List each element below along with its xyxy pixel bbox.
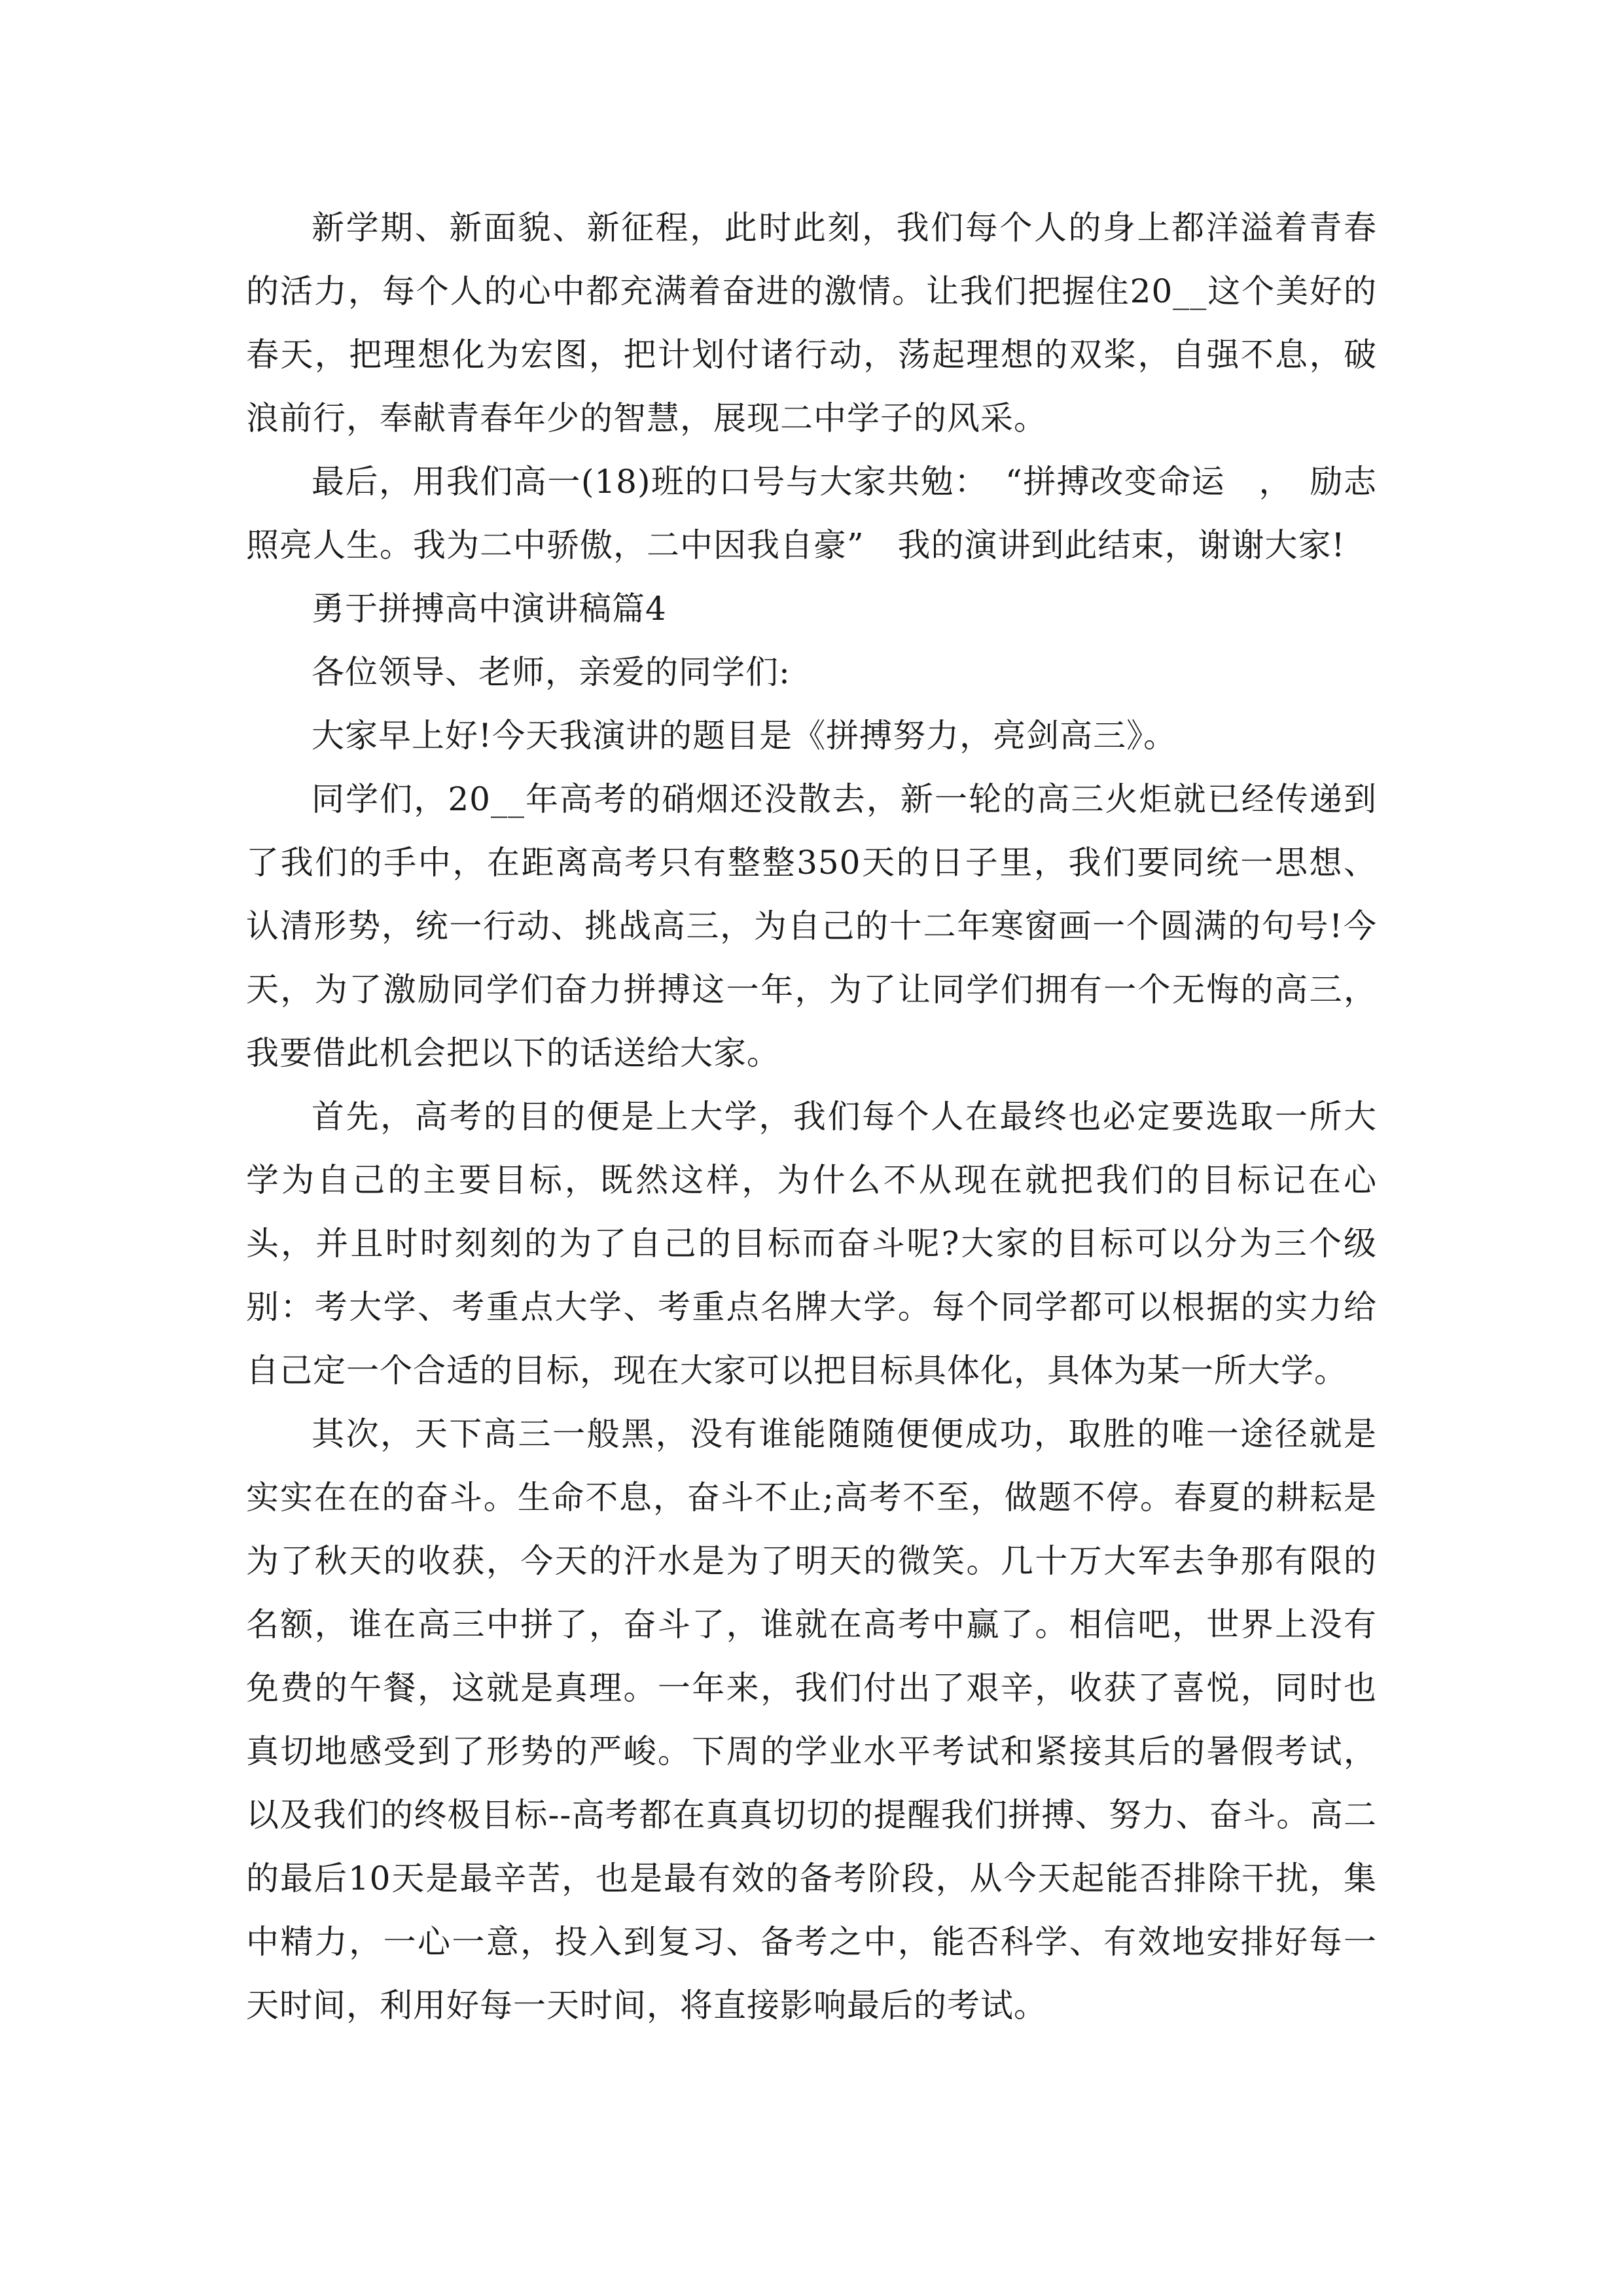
section-heading: 勇于拼搏高中演讲稿篇4 xyxy=(312,590,667,628)
paragraph-first-goal: 首先，高考的目的便是上大学，我们每个人在最终也必定要选取一所大学为自己的主要目标，既然这样，为什么不从现在就把我们的目标记在心头，并且时时刻刻的为了自己的目标而奋斗呢?大家的目标可以分为三个级别：考大学、考重点大学、考重点名牌大学。每个同学都可以根据的实力给自己定一个合适的目标，现在大家可以把目标具体化，具体为某一所大学。 xyxy=(246,1098,1377,1390)
paragraph-class-slogan: 最后，用我们高一(18)班的口号与大家共勉： “拼搏改变命运 ， 励志照亮人生。我为二中骄傲，二中因我自豪” 我的演讲到此结束，谢谢大家! xyxy=(246,463,1377,564)
paragraph-greeting-title: 大家早上好!今天我演讲的题目是《拼搏努力，亮剑高三》。 xyxy=(312,717,1177,755)
paragraph-spring-vitality: 新学期、新面貌、新征程，此时此刻，我们每个人的身上都洋溢着青春的活力，每个人的心中都充满着奋进的激情。让我们把握住20__这个美好的春天，把理想化为宏图，把计划付诸行动，荡起理想的双桨，自强不息，破浪前行，奉献青春年少的智慧，展现二中学子的风采。 xyxy=(246,209,1377,437)
paragraph-gaokao-intro: 同学们，20__年高考的硝烟还没散去，新一轮的高三火炬就已经传递到了我们的手中，在距离高考只有整整350天的日子里，我们要同统一思想、认清形势，统一行动、挑战高三，为自己的十二年寒窗画一个圆满的句号!今天，为了激励同学们奋力拼搏这一年，为了让同学们拥有一个无悔的高三，我要借此机会把以下的话送给大家。 xyxy=(246,780,1377,1072)
paragraph-second-struggle: 其次，天下高三一般黑，没有谁能随随便便成功，取胜的唯一途径就是实实在在的奋斗。生命不息，奋斗不止;高考不至，做题不停。春夏的耕耘是为了秋天的收获，今天的汗水是为了明天的微笑。几十万大军去争那有限的名额，谁在高三中拼了，奋斗了，谁就在高考中赢了。相信吧，世界上没有免费的午餐，这就是真理。一年来，我们付出了艰辛，收获了喜悦，同时也真切地感受到了形势的严峻。下周的学业水平考试和紧接其后的暑假考试，以及我们的终极目标--高考都在真真切切的提醒我们拼搏、努力、奋斗。高二的最后10天是最辛苦，也是最有效的备考阶段，从今天起能否排除干扰，集中精力，一心一意，投入到复习、备考之中，能否科学、有效地安排好每一天时间，利用好每一天时间，将直接影响最后的考试。 xyxy=(246,1415,1377,2024)
document-body xyxy=(246,196,1377,2037)
paragraph-salutation: 各位领导、老师，亲爱的同学们: xyxy=(312,653,791,691)
